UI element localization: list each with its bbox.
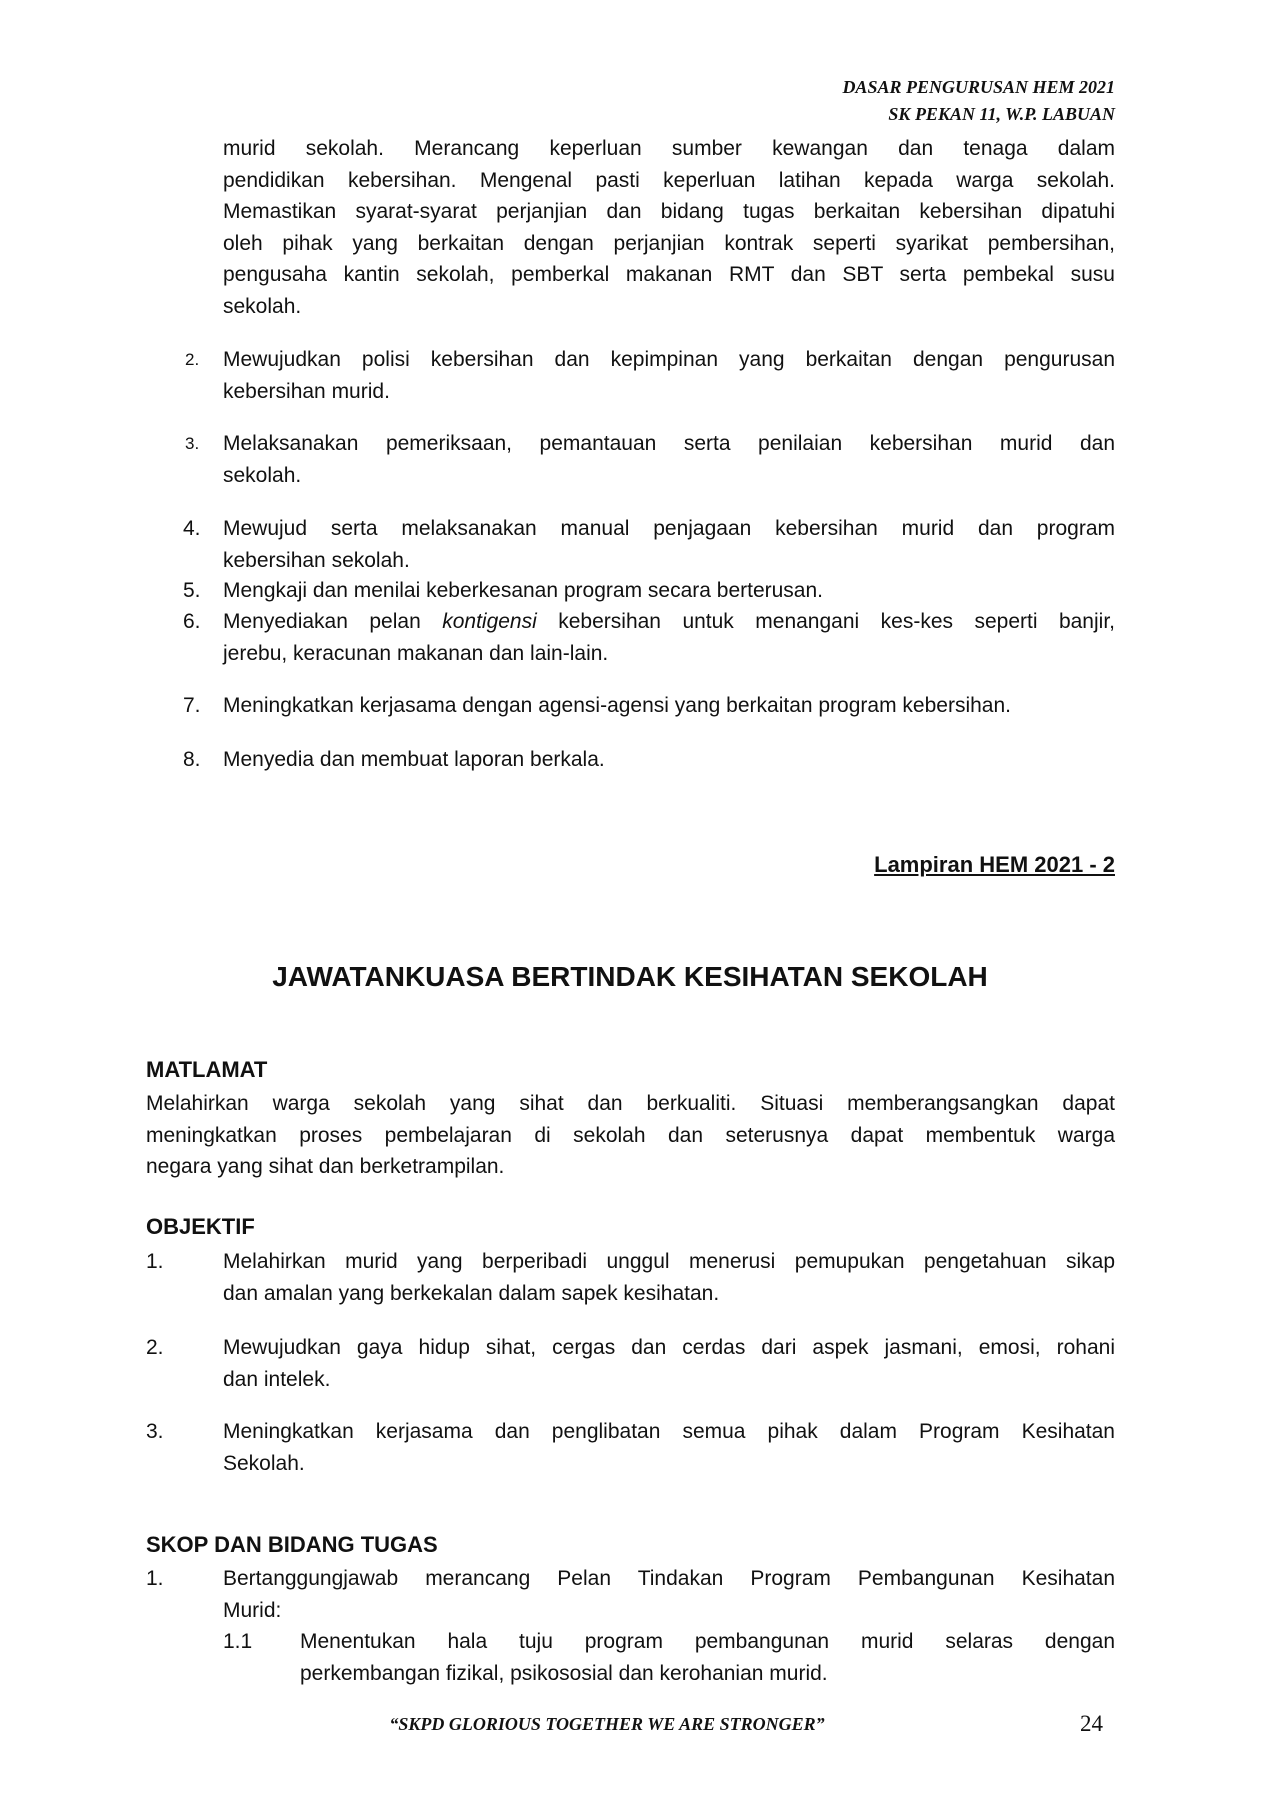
skop-subitem [300,1626,1115,1689]
text-line: Mewujudkan gaya hidup sihat, cergas dan cerdas dari aspek jasmani, emosi, rohani [223,1336,1115,1359]
text-line: murid sekolah. Merancang keperluan sumber kewangan dan tenaga dalam [223,137,1115,160]
text-line [223,606,1115,638]
list-number: 4. [183,517,201,540]
text-line: oleh pihak yang berkaitan dengan perjanjian kontrak seperti syarikat pembersihan, [223,231,1115,255]
text-line: Murid: [223,1598,282,1622]
text-line: dan intelek. [223,1367,331,1391]
text-span: kebersihan untuk menangani kes-kes seperti banjir, [536,610,1115,633]
italic-term: kontigensi [442,610,537,633]
list-number: 1. [146,1567,164,1590]
text-line: Sekolah. [223,1451,305,1475]
list-number: 8. [183,748,201,771]
list-number: 3. [185,434,200,453]
list-item [223,344,1115,407]
text-line: sekolah. [223,294,302,318]
text-line: Melaksanakan pemeriksaan, pemantauan serta penilaian kebersihan murid dan [223,432,1115,455]
text-line: perkembangan fizikal, psikososial dan kerohanian murid. [300,1661,828,1685]
list-number: 6. [183,610,201,633]
list-item [223,690,1115,722]
text-line: kebersihan murid. [223,379,390,403]
text-line: Melahirkan murid yang berperibadi unggul menerusi pemupukan pengetahuan sikap [223,1250,1115,1273]
objektif-item [223,1416,1115,1479]
header-title: DASAR PENGURUSAN HEM 2021 [842,77,1115,97]
text-line: Meningkatkan kerjasama dengan agensi-agensi yang berkaitan program kebersihan. [223,694,1011,717]
text-line: Mewujud serta melaksanakan manual penjagaan kebersihan murid dan program [223,517,1115,540]
appendix-label: Lampiran HEM 2021 - 2 [874,852,1115,877]
objektif-heading: OBJEKTIF [146,1214,255,1239]
list-number: 2. [146,1336,164,1359]
header-school: SK PEKAN 11, W.P. LABUAN [888,104,1115,124]
list-item [223,744,1115,776]
list-item [223,606,1115,669]
page-number: 24 [1080,1711,1103,1736]
text-line: Mengkaji dan menilai keberkesanan program secara berterusan. [223,579,823,602]
list-number: 5. [183,579,201,602]
text-line: dan amalan yang berkekalan dalam sapek kesihatan. [223,1281,720,1305]
text-line: Menentukan hala tuju program pembangunan murid selaras dengan [300,1630,1115,1653]
text-line: sekolah. [223,463,302,487]
text-line: pengusaha kantin sekolah, pemberkal makanan RMT dan SBT serta pembekal susu [223,263,1115,286]
text-span: Menyediakan pelan [223,610,443,633]
text-line: jerebu, keracunan makanan dan lain-lain. [223,641,609,665]
text-line: kebersihan sekolah. [223,548,410,572]
objektif-item [223,1246,1115,1309]
text-line: Meningkatkan kerjasama dan penglibatan semua pihak dalam Program Kesihatan [223,1420,1115,1443]
list-item [223,513,1115,576]
list-item [223,575,1115,607]
objektif-item [223,1332,1115,1395]
text-line: Melahirkan warga sekolah yang sihat dan berkualiti. Situasi memberangsangkan dapat [146,1092,1115,1115]
intro-paragraph [223,133,1115,322]
matlamat-paragraph [146,1088,1115,1183]
footer-motto: “SKPD GLORIOUS TOGETHER WE ARE STRONGER” [389,1714,825,1734]
text-line: Memastikan syarat-syarat perjanjian dan bidang tugas berkaitan kebersihan dipatuhi [223,200,1115,223]
list-number: 1.1 [223,1630,253,1653]
skop-heading: SKOP DAN BIDANG TUGAS [146,1532,438,1557]
text-line: Bertanggungjawab merancang Pelan Tindakan Program Pembangunan Kesihatan [223,1567,1115,1590]
text-line: pendidikan kebersihan. Mengenal pasti keperluan latihan kepada warga sekolah. [223,168,1115,192]
text-line: Mewujudkan polisi kebersihan dan kepimpinan yang berkaitan dengan pengurusan [223,348,1115,371]
text-line: Menyedia dan membuat laporan berkala. [223,748,605,771]
list-number: 7. [183,694,201,717]
list-number: 3. [146,1420,164,1443]
list-item [223,428,1115,491]
text-line: negara yang sihat dan berketrampilan. [146,1155,505,1178]
list-number: 2. [185,350,200,369]
list-number: 1. [146,1250,164,1273]
section-title: JAWATANKUASA BERTINDAK KESIHATAN SEKOLAH [272,961,988,992]
text-line: meningkatkan proses pembelajaran di sekolah dan seterusnya dapat membentuk warga [146,1123,1115,1147]
matlamat-heading: MATLAMAT [146,1057,268,1082]
skop-item [223,1563,1115,1626]
